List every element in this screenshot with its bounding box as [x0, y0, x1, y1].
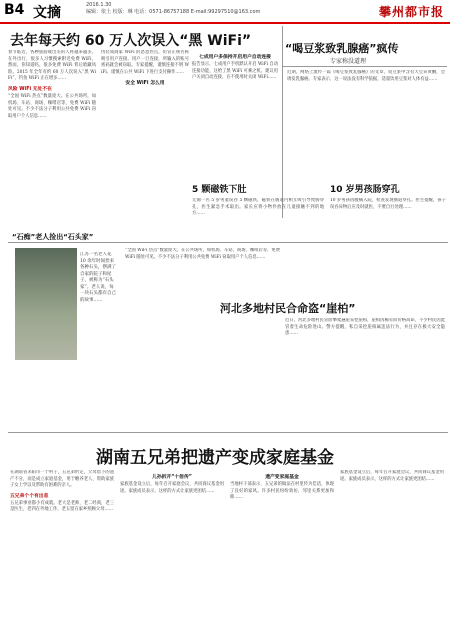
article-misc: “全国 WiFi 热点”数量庞大。在公共场所，如机场、车站、商场、咖啡店等，免费 WiFi 随处可见。不少不法分子利用公共免费 WiFi 窃取用户个人信息……	[125, 248, 280, 260]
brothers-subheading-2: 儿孙拆开“十倍传”	[152, 475, 192, 480]
stone-title: “石痴”老人捡出“石头家”	[12, 233, 94, 241]
headline-brothers: 湖南五兄弟把遗产变成家庭基金	[96, 448, 334, 468]
heading-magnets: 5 颗磁铁下肚	[192, 185, 247, 195]
newspaper-logo: 攀州都市报	[378, 5, 444, 19]
brothers-paragraph-3: 家族基金设立后，每年召开家庭会议，共同商议基金用途。家族成员表示，这样的方式让家族更团结……	[120, 482, 224, 494]
headline-soymilk: “喝豆浆致乳腺癌”疯传	[285, 42, 399, 55]
wifi-paragraph-2: “全国 WiFi 热点”数量庞大。在公共场所，如机场、车站、商场、咖啡店等，免费 WiFi 随处可见。不少不法分子利用公共免费 WiFi 窃取用户个人信息……	[8, 93, 96, 119]
section-title: 文摘	[33, 5, 61, 21]
wifi-paragraph-4: 报告显示，七成用户手机默认开启 WiFi 自动连接功能，这给了黑 WiFi 可乘之机。建议用户关闭自动连接，在不使用时关闭 WiFi……	[192, 62, 278, 81]
article-brothers-col3	[230, 470, 334, 636]
heading-cypress: 河北多地村民合命盗“崖柏”	[220, 302, 356, 315]
brothers-paragraph-2: 五兄弟事业都小有成就。老大是老师，老二经商，老三是医生，老四在外地工作，老五留在家乡照顾父母……	[10, 500, 114, 513]
wifi-subheading-3: 七成用户多保持开启用户自动连接	[199, 55, 271, 60]
heading-intestine: 10 岁男孩肠穿孔	[330, 185, 400, 195]
article-soymilk: 近期，网络上流传一篇《喝豆浆致乳腺癌》的文章，说豆浆中含有大豆异黄酮，会诱发乳腺癌。专家表示，这一说法没有科学依据，适量饮用豆浆对人体有益……	[287, 70, 445, 82]
headline-black-wifi: 去年每天约 60 万人次误入“黑 WiFi”	[10, 33, 252, 49]
page-header	[0, 0, 450, 24]
stone-caption: 江苏一名老人花 10 余年时间捡来各种石头，摆满了自家的院子和屋子，被称为“石头家”。老人说，每一块石头都有自己的故事……	[80, 252, 116, 303]
brothers-subheading-3: 遗产变家庭基金	[265, 475, 299, 480]
article-brothers-col2	[120, 470, 224, 636]
brothers-paragraph-1: 在湖南省耒阳市一个村子，五兄弟约定，父母留下的遗产不分，而是成立家庭基金，用于赡养老人、资助家族子女上学以及帮助有困难的亲人。	[10, 470, 114, 489]
wifi-subheading-1: 风险 WiFi 无处不在	[8, 86, 52, 92]
header-editor: 编辑：依土 校版：琳 电话：0571-86757188 E-mail:99297510@163.com	[86, 9, 261, 15]
divider	[8, 432, 448, 433]
wifi-paragraph-3: 伪装成商家 WiFi 的恶意热点，仿冒正规名称吸引用户连接。用户一旦连接，所输入的账号密码就会被窃取。专家提醒，谨慎连接不明 WiFi，谨慎在公共 WiFi 下进行支付操作……	[101, 50, 189, 75]
divider	[8, 242, 448, 243]
header-date: 2016.1.30	[86, 2, 112, 8]
article-magnets: 无锡一名 5 岁男童误吞 5 颗磁铁，磁铁在肠道内相互吸引导致肠穿孔，医生紧急手术取出。家长应将小物件放在儿童接触不到的地方……	[192, 198, 324, 217]
article-intestine: 10 岁男孩因腹痛入院，检查发现肠道穿孔。医生提醒，孩子误吞异物后应及时就医，不要自行处理……	[330, 198, 446, 210]
brothers-subheading-1: 五兄弟个个有出息	[10, 493, 49, 499]
stone-photo	[15, 248, 77, 360]
page-number: B4	[4, 2, 25, 18]
article-brothers-col1	[10, 470, 114, 636]
divider	[282, 66, 447, 67]
article-cypress: 近日，河北多地村民冒险攀爬悬崖采挖崖柏，崖柏因稀有而价格高昂，不少村民因此冒着生命危险进山。警方提醒，私自采挖崖柏属违法行为，并且存在极大安全隐患……	[285, 318, 445, 337]
article-wifi-col2	[101, 50, 189, 235]
wifi-subheading-2: 安全 WiFi 怎么用	[125, 81, 165, 87]
header-meta	[86, 2, 266, 16]
divider	[282, 26, 283, 218]
brothers-paragraph-4: 当地村干部表示，五兄弟的做法在村里传为佳话，体现了良好的家风。许多村民纷纷效仿，邻里关系更加和睦……	[230, 482, 334, 501]
soymilk-subtitle: 专家称没道理	[330, 58, 367, 65]
article-wifi-col1	[8, 50, 96, 235]
wifi-paragraph-1: 春节临近，各种旅游或出差的人将越来越多。在外出行，很多人习惯搜索附近免费 WiFi，然而，你知道吗，很多免费 WiFi 背后暗藏风险。2015 年全年有约 60 万人次误入“黑 WiFi”，钓鱼 WiFi 正在增多……	[8, 50, 96, 82]
article-brothers-col4: 家族基金设立后，每年召开家庭会议，共同商议基金用途。家族成员表示，这样的方式让家族更团结……	[340, 470, 444, 482]
